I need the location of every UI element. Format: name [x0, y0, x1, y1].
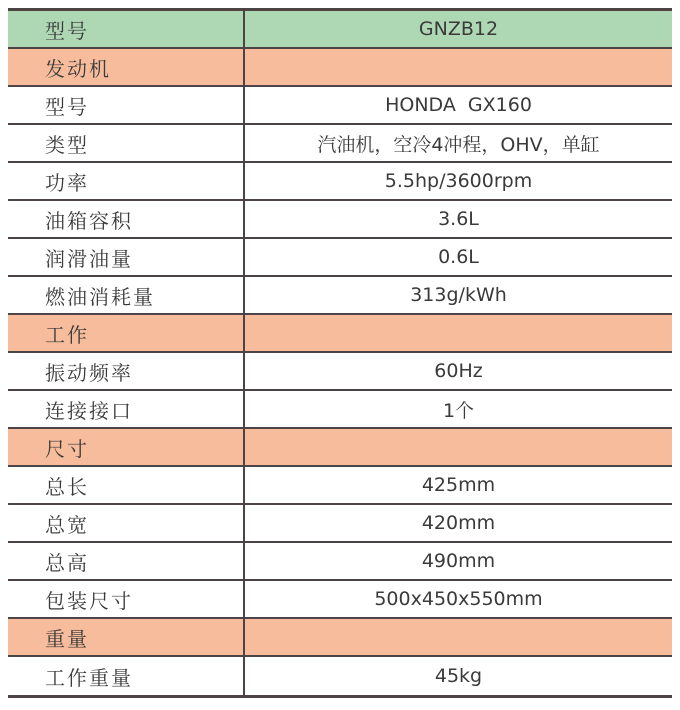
row-value	[245, 315, 672, 351]
row-value: 60Hz	[434, 360, 483, 382]
header-row	[8, 11, 672, 49]
row-label: 油箱容积	[8, 201, 245, 237]
row-label: 型号	[8, 87, 245, 123]
data-row	[8, 239, 672, 277]
data-row	[8, 87, 672, 125]
row-value	[245, 619, 672, 655]
row-label: 总高	[8, 543, 245, 579]
data-row	[8, 163, 672, 201]
row-value	[245, 429, 672, 465]
section-row	[8, 315, 672, 353]
row-label: 尺寸	[8, 429, 245, 465]
section-row	[8, 429, 672, 467]
row-value: 45kg	[434, 665, 483, 687]
row-label: 连接接口	[8, 391, 245, 427]
data-row	[8, 391, 672, 429]
data-row	[8, 201, 672, 239]
row-value: 425mm	[421, 474, 496, 496]
row-label: 振动频率	[8, 353, 245, 389]
row-value: 420mm	[421, 512, 496, 534]
row-value: HONDA GX160	[385, 94, 532, 116]
data-row	[8, 467, 672, 505]
row-label: 润滑油量	[8, 239, 245, 275]
section-row	[8, 49, 672, 87]
row-label: 型号	[8, 11, 245, 47]
data-row	[8, 277, 672, 315]
row-label: 重量	[8, 619, 245, 655]
row-label: 包装尺寸	[8, 581, 245, 617]
row-label: 工作	[8, 315, 245, 351]
row-value: 490mm	[421, 550, 496, 572]
data-row	[8, 657, 672, 695]
data-row	[8, 125, 672, 163]
data-row	[8, 505, 672, 543]
row-value: 313g/kWh	[410, 284, 507, 306]
row-label: 总长	[8, 467, 245, 503]
row-label: 总宽	[8, 505, 245, 541]
row-value: 5.5hp/3600rpm	[384, 170, 533, 192]
row-label: 燃油消耗量	[8, 277, 245, 313]
section-row	[8, 619, 672, 657]
row-value: 500x450x550mm	[374, 588, 543, 610]
data-row	[8, 543, 672, 581]
row-value: GNZB12	[418, 18, 499, 40]
row-label: 类型	[8, 125, 245, 161]
row-label: 功率	[8, 163, 245, 199]
row-value: 1个	[442, 399, 475, 422]
row-label: 发动机	[8, 49, 245, 85]
row-value	[245, 49, 672, 85]
data-row	[8, 353, 672, 391]
spec-table	[8, 8, 672, 698]
data-row	[8, 581, 672, 619]
row-label: 工作重量	[8, 657, 245, 695]
row-value: 汽油机，空冷4冲程，OHV，单缸	[317, 133, 600, 156]
row-value: 3.6L	[438, 208, 479, 230]
row-value: 0.6L	[438, 246, 479, 268]
